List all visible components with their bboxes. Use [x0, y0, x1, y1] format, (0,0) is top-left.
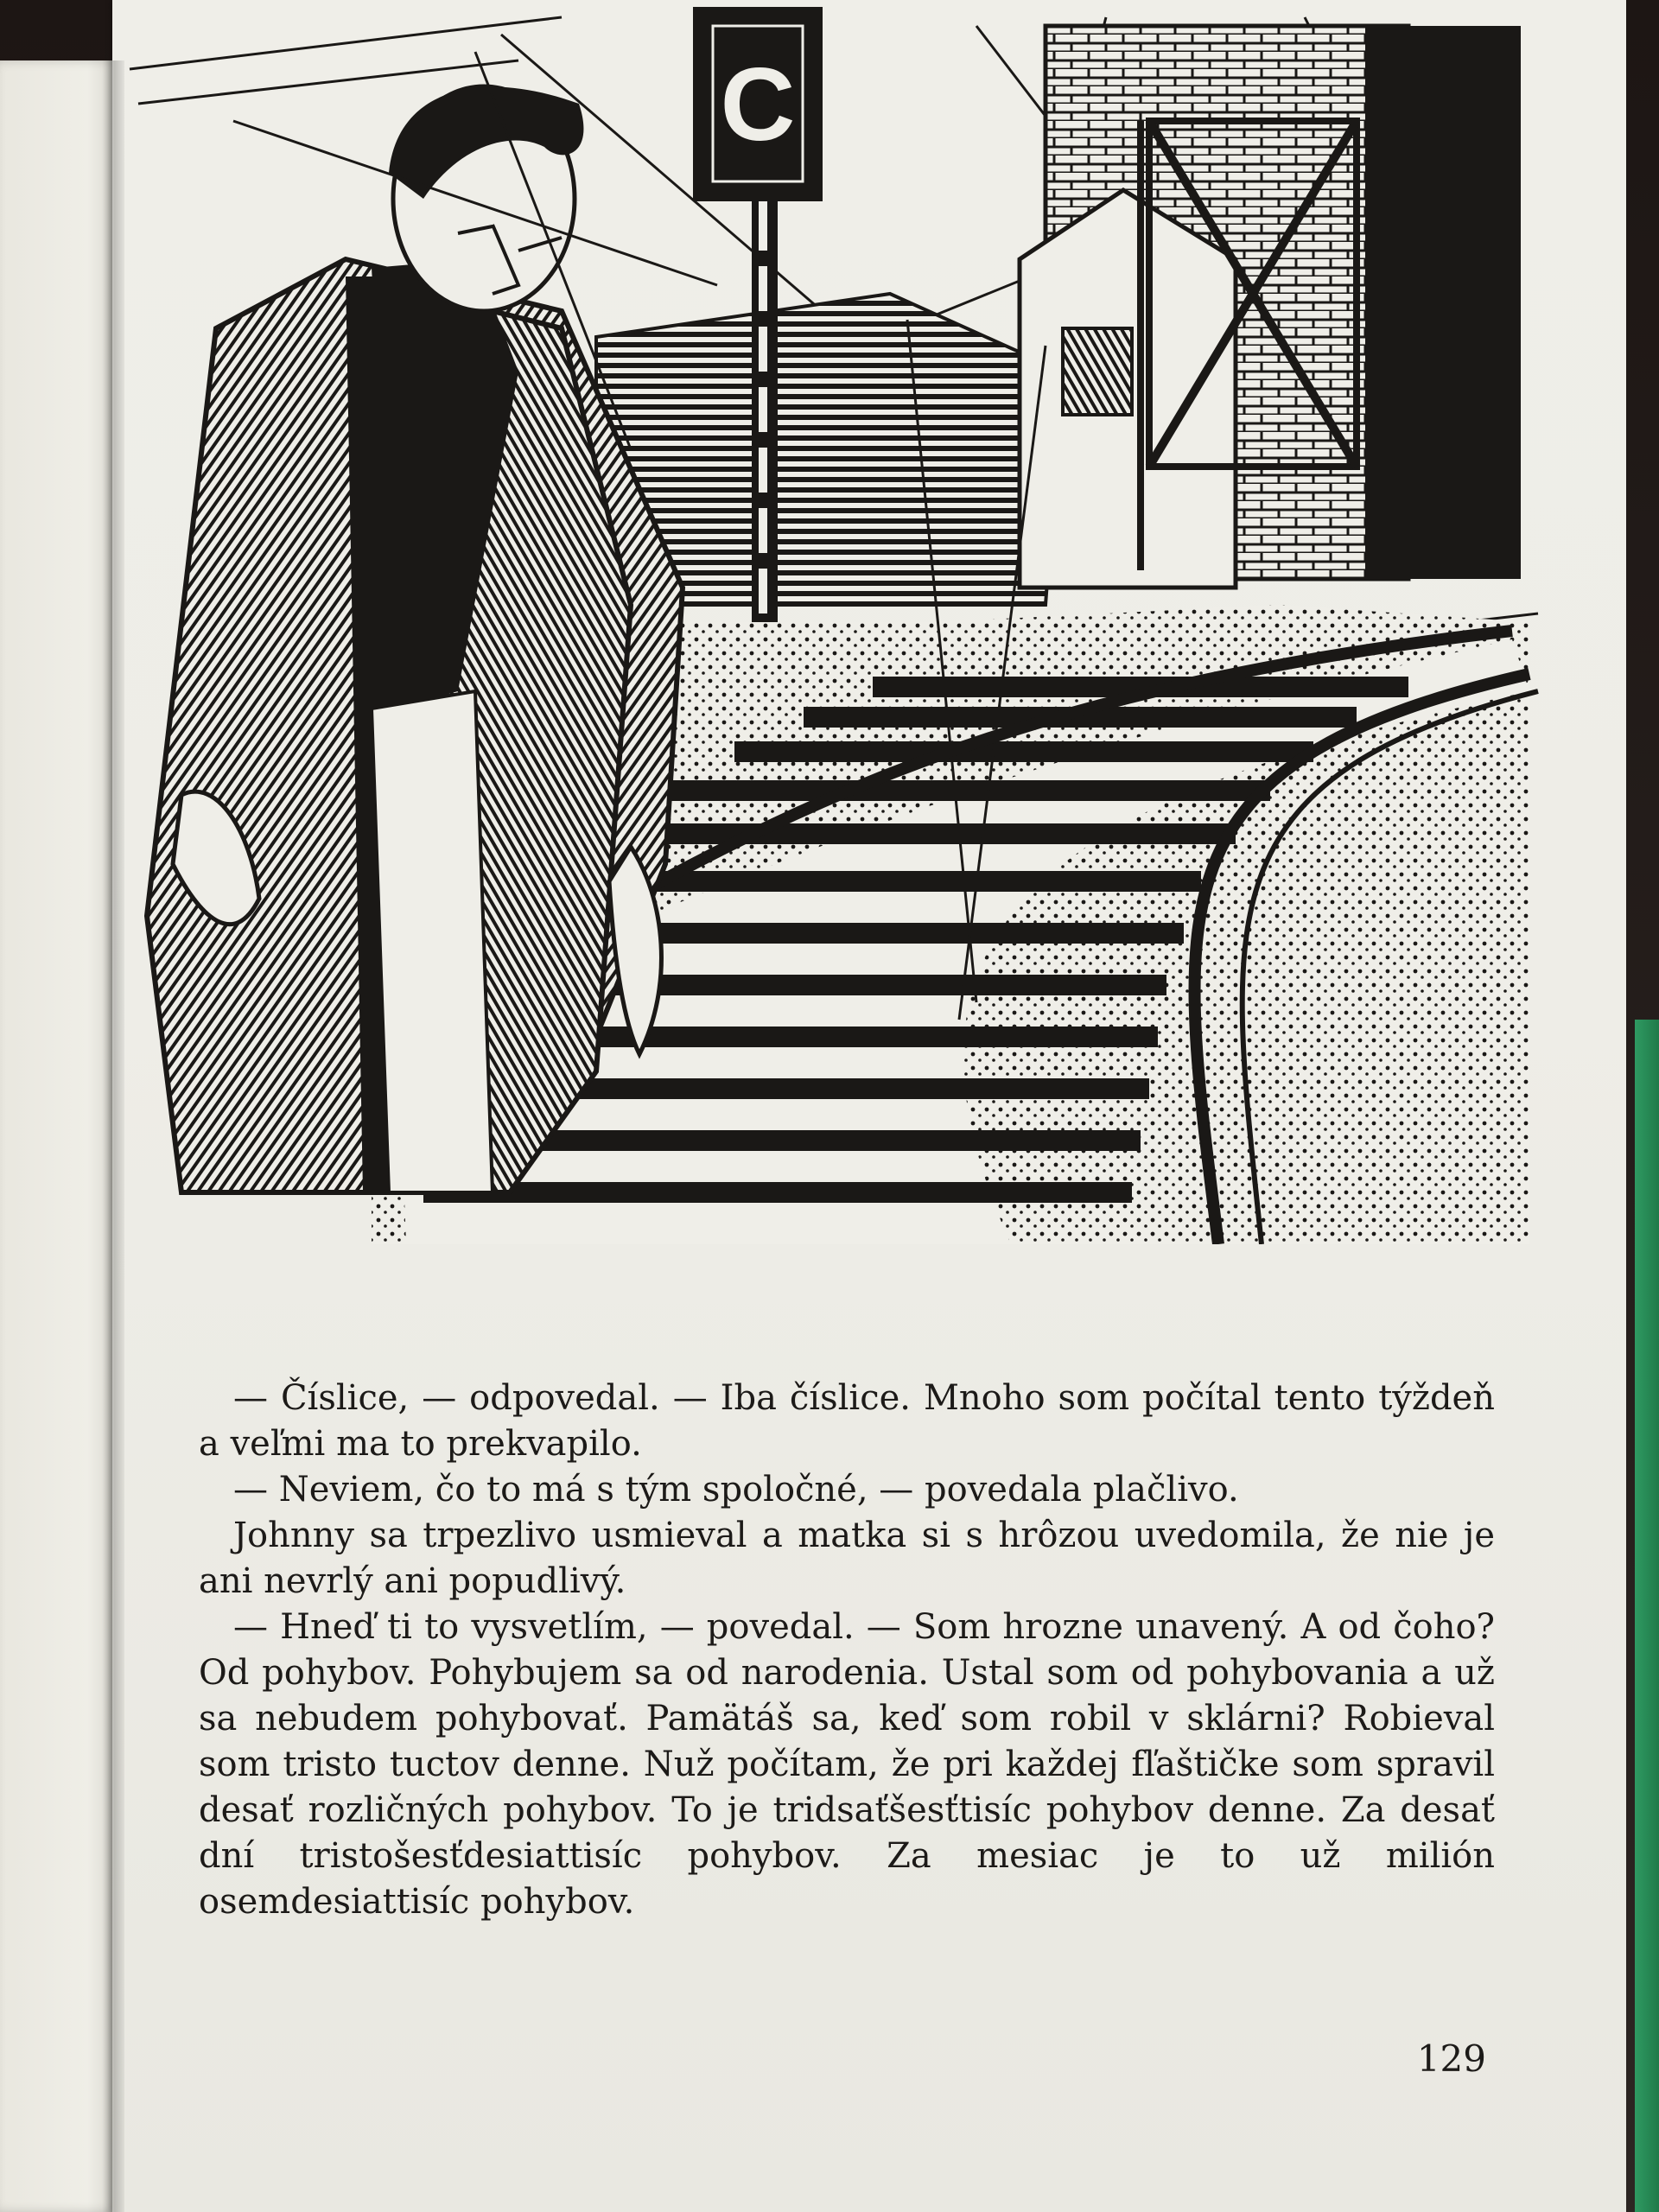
paragraph: — Hneď ti to vysvetlím, — povedal. — Som hrozne unavený. A od čoho? Od pohybov. Pohybujem sa od narodenia. Ustal som od pohybovania a už sa nebudem pohybovať. Pamätáš sa, keď som robil v sklárni? Robieval som tristo tuctov denne. Nuž počítam, že pri každej fľaštičke som spravil desať rozličných pohybov. To je tridsaťšesťtisíc pohybov denne. Za desať dní tristošesťdesiattisíc pohybov. Za mesiac je to už milión osemdesiattisíc pohybov.: [199, 1607, 1495, 1922]
body-text: [199, 1376, 1495, 1925]
building: [1020, 26, 1521, 588]
sign-letter: C: [720, 47, 796, 162]
figure-man: [147, 86, 683, 1192]
paragraph: — Číslice, — odpovedal. — Iba číslice. Mnoho som počítal tento týždeň a veľmi ma to prekvapilo.: [199, 1378, 1495, 1464]
paragraph: Johnny sa trpezlivo usmieval a matka si s hrôzou uvedomila, že nie je ani nevrlý ani popudlivý.: [199, 1516, 1495, 1601]
railway-illustration: [112, 0, 1626, 1244]
book-page: [112, 0, 1626, 2212]
left-page-edge: [0, 60, 117, 2212]
paragraph: — Neviem, čo to má s tým spoločné, — povedala plačlivo.: [233, 1470, 1239, 1510]
book-gutter: [102, 60, 124, 2212]
background-edge: [1635, 1020, 1659, 2212]
page-number: 129: [1416, 2037, 1486, 2080]
